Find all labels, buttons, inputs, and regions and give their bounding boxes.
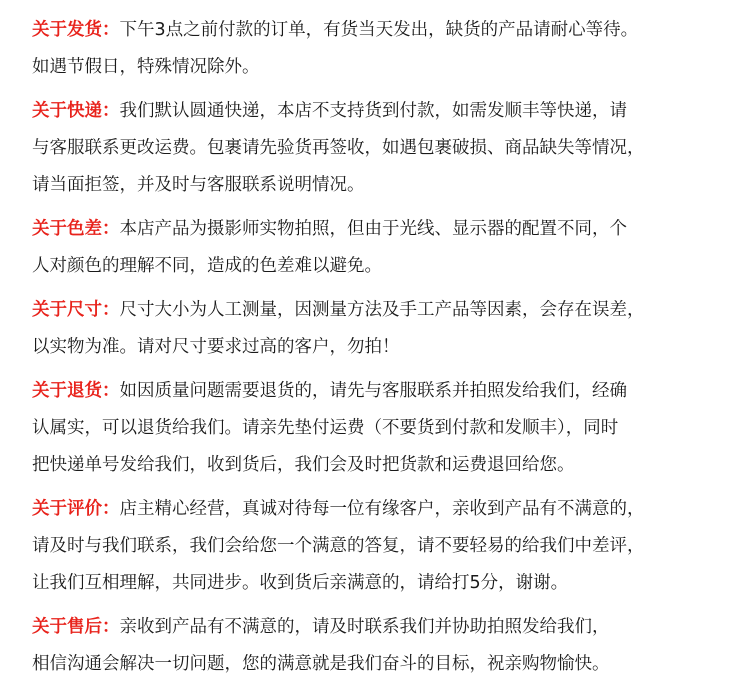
section-line: 认属实，可以退货给我们。请亲先垫付运费（不要货到付款和发顺丰），同时 — [32, 418, 619, 438]
section-line: 请及时与我们联系，我们会给您一个满意的答复，请不要轻易的给我们中差评， — [32, 536, 645, 556]
section-line — [32, 211, 740, 248]
section-line: 相信沟通会解决一切问题，您的满意就是我们奋斗的目标，祝亲购物愉快。 — [32, 654, 610, 674]
after-sales-section — [32, 609, 740, 683]
section-heading: 关于色差： — [32, 219, 120, 239]
section-heading: 关于尺寸： — [32, 300, 120, 320]
section-heading: 关于快递： — [32, 101, 120, 121]
courier-section — [32, 93, 740, 204]
section-line — [32, 292, 740, 329]
section-text: 店主精心经营，真诚对待每一位有缘客户，亲收到产品有不满意的， — [119, 499, 645, 519]
section-text: 本店产品为摄影师实物拍照，但由于光线、显示器的配置不同，个 — [119, 219, 627, 239]
section-line: 如遇节假日，特殊情况除外。 — [32, 57, 260, 77]
section-line: 与客服联系更改运费。包裹请先验货再签收，如遇包裹破损、商品缺失等情况， — [32, 138, 645, 158]
section-line: 人对颜色的理解不同，造成的色差难以避免。 — [32, 256, 382, 276]
size-section — [32, 292, 740, 366]
section-line: 以实物为准。请对尺寸要求过高的客户，勿拍！ — [32, 337, 400, 357]
section-heading: 关于退货： — [32, 381, 120, 401]
section-line — [32, 93, 740, 130]
section-line: 让我们互相理解，共同进步。收到货后亲满意的，请给打5分，谢谢。 — [32, 573, 569, 593]
section-heading: 关于发货： — [32, 20, 120, 40]
section-heading: 关于售后： — [32, 617, 120, 637]
section-line — [32, 12, 740, 49]
section-line: 把快递单号发给我们，收到货后，我们会及时把货款和运费退回给您。 — [32, 455, 575, 475]
section-line — [32, 491, 740, 528]
color-difference-section — [32, 211, 740, 285]
section-heading: 关于评价： — [32, 499, 120, 519]
returns-section — [32, 373, 740, 484]
section-text: 下午3点之前付款的订单，有货当天发出，缺货的产品请耐心等待。 — [119, 20, 639, 40]
section-line — [32, 373, 740, 410]
section-text: 尺寸大小为人工测量，因测量方法及手工产品等因素，会存在误差， — [119, 300, 645, 320]
section-line — [32, 609, 740, 646]
section-text: 如因质量问题需要退货的，请先与客服联系并拍照发给我们，经确 — [119, 381, 627, 401]
shipping-section — [32, 12, 740, 86]
reviews-section — [32, 491, 740, 602]
section-line: 请当面拒签，并及时与客服联系说明情况。 — [32, 175, 365, 195]
section-text: 亲收到产品有不满意的，请及时联系我们并协助拍照发给我们， — [119, 617, 610, 637]
section-text: 我们默认圆通快递，本店不支持货到付款，如需发顺丰等快递，请 — [119, 101, 627, 121]
